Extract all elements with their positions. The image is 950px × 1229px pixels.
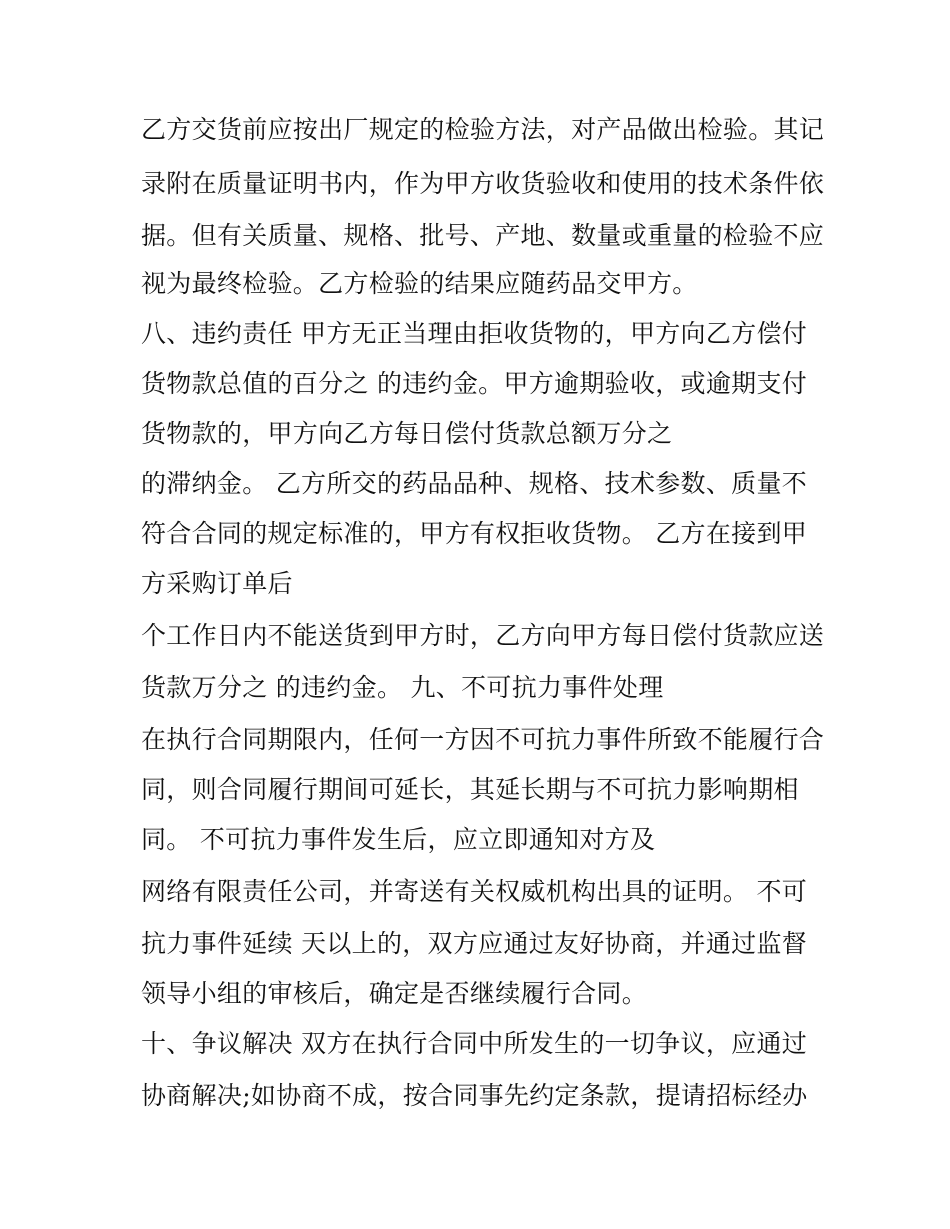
text-line: 乙方交货前应按出厂规定的检验方法，对产品做出检验。其记 <box>141 115 825 144</box>
text-line: 录附在质量证明书内，作为甲方收货验收和使用的技术条件依 <box>141 169 825 198</box>
text-line: 抗力事件延续 天以上的，双方应通过友好协商，并通过监督 <box>141 929 808 958</box>
text-line: 据。但有关质量、规格、批号、产地、数量或重量的检验不应 <box>141 221 825 250</box>
text-line: 符合合同的规定标准的，甲方有权拒收货物。 乙方在接到甲 <box>141 519 808 548</box>
text-line: 同。 不可抗力事件发生后，应立即通知对方及 <box>141 825 656 854</box>
text-line: 货物款的，甲方向乙方每日偿付货款总额万分之 <box>141 419 673 448</box>
text-line: 同，则合同履行期间可延长，其延长期与不可抗力影响期相 <box>141 775 799 804</box>
text-line: 协商解决;如协商不成，按合同事先约定条款，提请招标经办 <box>141 1081 808 1110</box>
text-line: 个工作日内不能送货到甲方时，乙方向甲方每日偿付货款应送 <box>141 621 825 650</box>
text-line: 货款万分之 的违约金。 九、不可抗力事件处理 <box>141 673 664 702</box>
text-line: 领导小组的审核后，确定是否继续履行合同。 <box>141 979 648 1008</box>
text-line: 在执行合同期限内，任何一方因不可抗力事件所致不能履行合 <box>141 725 825 754</box>
text-line: 十、争议解决 双方在执行合同中所发生的一切争议，应通过 <box>141 1029 808 1058</box>
text-line: 货物款总值的百分之 的违约金。甲方逾期验收，或逾期支付 <box>141 369 808 398</box>
text-line: 的滞纳金。 乙方所交的药品品种、规格、技术参数、质量不 <box>141 469 808 498</box>
text-line: 方采购订单后 <box>141 569 293 598</box>
text-line: 视为最终检验。乙方检验的结果应随药品交甲方。 <box>141 269 698 298</box>
text-line: 网络有限责任公司，并寄送有关权威机构出具的证明。 不可 <box>141 877 808 906</box>
text-line: 八、违约责任 甲方无正当理由拒收货物的，甲方向乙方偿付 <box>141 319 808 348</box>
